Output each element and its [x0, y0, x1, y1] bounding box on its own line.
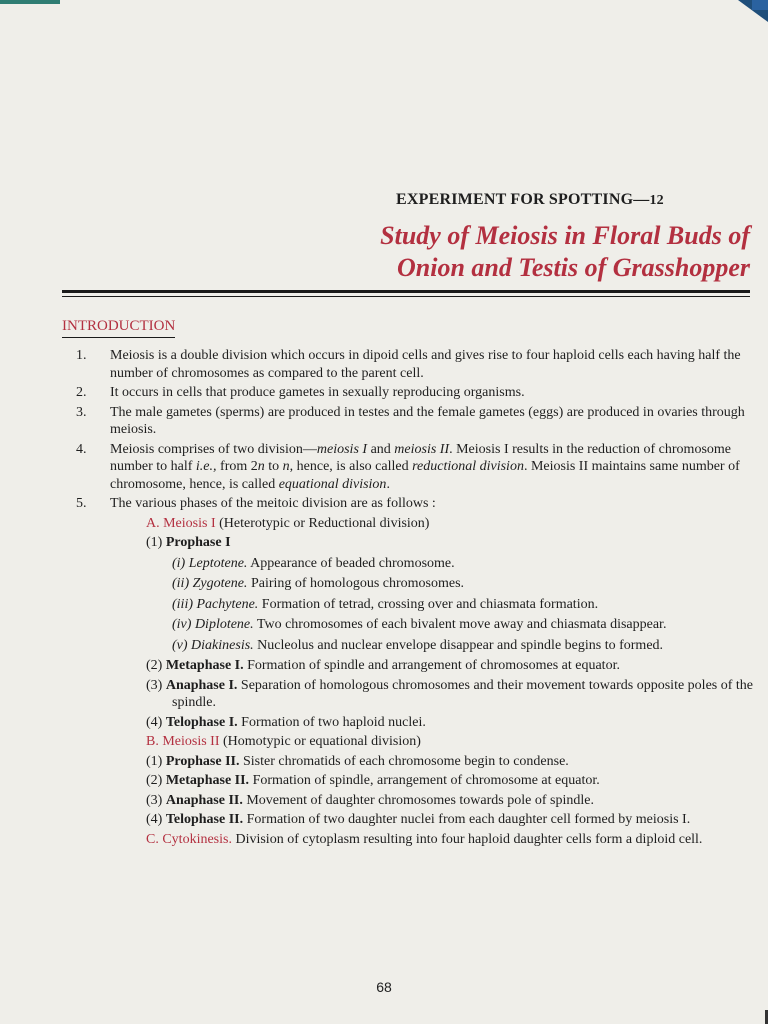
- title-rule-thick: [62, 290, 750, 293]
- page-corner-top-right-accent: [752, 0, 768, 10]
- phase-item: [146, 714, 754, 732]
- text-run: .: [386, 476, 390, 492]
- meiosis-1-label: A. Meiosis I: [146, 515, 216, 531]
- substage-item: [172, 575, 754, 593]
- phase-text: Formation of spindle and arrangement of chromosomes at equator.: [243, 658, 620, 673]
- italic-term: equational division: [278, 476, 387, 492]
- substage-item: [172, 637, 754, 655]
- phase-name: Anaphase I.: [165, 677, 238, 693]
- substage-number: (iv): [172, 617, 192, 632]
- meiosis-2-label: B. Meiosis II: [146, 734, 220, 749]
- phase-number: (1): [146, 753, 163, 769]
- text-run: . Meiosis I results in the reduction of chromosome number to half: [110, 441, 732, 474]
- text-run: . Meiosis II maintains same number of chromosome, hence, is called: [110, 459, 740, 492]
- experiment-heading: [396, 191, 756, 209]
- phase-number: (3): [146, 792, 163, 808]
- phase-name: Telophase I.: [165, 714, 238, 730]
- phase-name: Prophase I: [165, 535, 231, 550]
- page-number: 68: [376, 979, 392, 995]
- introduction-content: [70, 347, 754, 850]
- substage-item: [172, 596, 754, 614]
- substage-text: Formation of tetrad, crossing over and chiasmata formation.: [258, 596, 599, 612]
- item-text: [110, 442, 740, 492]
- italic-term: reductional division: [412, 459, 524, 474]
- phase-name: Telophase II.: [165, 812, 244, 827]
- phase-item: [146, 677, 754, 712]
- list-item: [70, 495, 754, 848]
- list-item: [70, 404, 754, 439]
- phase-name: Anaphase II.: [165, 792, 243, 808]
- substage-name: Leptotene.: [188, 555, 248, 571]
- phase-text: Sister chromatids of each chromosome begin to condense.: [239, 753, 569, 769]
- text-run: to: [264, 459, 283, 474]
- title-line-2: Onion and Testis of Grasshopper: [396, 253, 750, 282]
- list-item: [70, 441, 754, 494]
- item-number: 3.: [76, 404, 87, 420]
- phase-item: [146, 657, 754, 675]
- experiment-label: EXPERIMENT FOR SPOTTING—: [396, 191, 650, 208]
- phase-item: [146, 792, 754, 810]
- phase-text: Formation of spindle, arrangement of chromosome at equator.: [249, 773, 600, 788]
- page-title: [200, 220, 750, 284]
- text-run: from 2: [216, 459, 258, 474]
- cytokinesis-label: C. Cytokinesis.: [146, 831, 232, 847]
- item-number: 2.: [76, 385, 87, 400]
- title-line-1: Study of Meiosis in Floral Buds of: [380, 221, 750, 250]
- phase-text: Formation of two haploid nuclei.: [237, 714, 426, 730]
- italic-term: n: [282, 459, 290, 474]
- item-text: Meiosis is a double division which occurs in dipoid cells and gives rise to four haploid cells each having half the number of chromosomes as compared to the parent cell.: [110, 348, 741, 381]
- phase-text: Movement of daughter chromosomes towards pole of spindle.: [242, 792, 594, 808]
- list-item: [70, 384, 754, 402]
- item-text: The male gametes (sperms) are produced in testes and the female gametes (eggs) are produced in ovaries through meiosis.: [110, 404, 745, 437]
- cytokinesis-item: [146, 831, 754, 849]
- phase-item: [146, 753, 754, 771]
- substage-name: Zygotene.: [192, 576, 248, 591]
- substage-text: Appearance of beaded chromosome.: [247, 555, 455, 571]
- phase-name: Metaphase II.: [165, 773, 250, 788]
- phase-number: (2): [146, 658, 163, 673]
- substage-number: (iii): [172, 596, 193, 612]
- item-text: It occurs in cells that produce gametes in sexually reproducing organisms.: [110, 385, 525, 400]
- substage-number: (ii): [172, 576, 190, 591]
- meiosis-2-heading: [146, 733, 754, 751]
- meiosis-1-desc: (Heterotypic or Reductional division): [215, 515, 430, 531]
- item-number: 4.: [76, 441, 87, 457]
- title-rule-thin: [62, 296, 750, 297]
- substage-number: (v): [172, 637, 188, 653]
- experiment-number: 12: [649, 193, 664, 208]
- substage-text: Two chromosomes of each bivalent move away and chiasmata disappear.: [253, 617, 667, 632]
- item-number: 5.: [76, 496, 87, 511]
- cytokinesis-text: Division of cytoplasm resulting into four haploid daughter cells form a diploid cell.: [231, 831, 703, 847]
- substage-name: Pachytene.: [196, 596, 259, 612]
- page-corner-top-left: [0, 0, 60, 4]
- phase-item: [146, 772, 754, 790]
- meiosis-2-desc: (Homotypic or equational division): [219, 734, 421, 749]
- item-number: 1.: [76, 348, 87, 363]
- phase-name: Metaphase I.: [165, 658, 244, 673]
- phase-number: (1): [146, 535, 163, 550]
- phase-number: (2): [146, 773, 163, 788]
- section-heading: INTRODUCTION: [62, 318, 175, 338]
- text-run: Meiosis comprises of two division—: [110, 441, 317, 457]
- meiosis-1-heading: [146, 515, 754, 533]
- substage-name: Diakinesis.: [191, 637, 254, 653]
- phase-number: (4): [146, 812, 163, 827]
- italic-term: i.e.,: [195, 459, 217, 474]
- text-run: and: [367, 441, 395, 457]
- phase-number: (4): [146, 714, 163, 730]
- substage-text: Pairing of homologous chromosomes.: [247, 576, 465, 591]
- phase-item: [146, 811, 754, 829]
- substage-item: [172, 616, 754, 634]
- italic-term: meiosis I: [316, 441, 368, 457]
- substage-name: Diplotene.: [194, 617, 254, 632]
- item-text: The various phases of the meitoic division are as follows :: [110, 496, 436, 511]
- substage-number: (i): [172, 555, 186, 571]
- substage-item: [172, 555, 754, 573]
- phase-text: Formation of two daughter nuclei from each daughter cell formed by meiosis I.: [243, 812, 691, 827]
- italic-term: meiosis II: [394, 441, 450, 457]
- phase-name: Prophase II.: [165, 753, 240, 769]
- list-item: [70, 347, 754, 382]
- italic-term: n: [257, 459, 265, 474]
- text-run: , hence, is also called: [289, 459, 413, 474]
- prophase-1-heading: [146, 534, 754, 552]
- phase-text: Separation of homologous chromosomes and their movement towards opposite poles of the spindle.: [172, 677, 753, 710]
- substage-text: Nucleolus and nuclear envelope disappear and spindle begins to formed.: [253, 637, 664, 653]
- phase-number: (3): [146, 677, 163, 693]
